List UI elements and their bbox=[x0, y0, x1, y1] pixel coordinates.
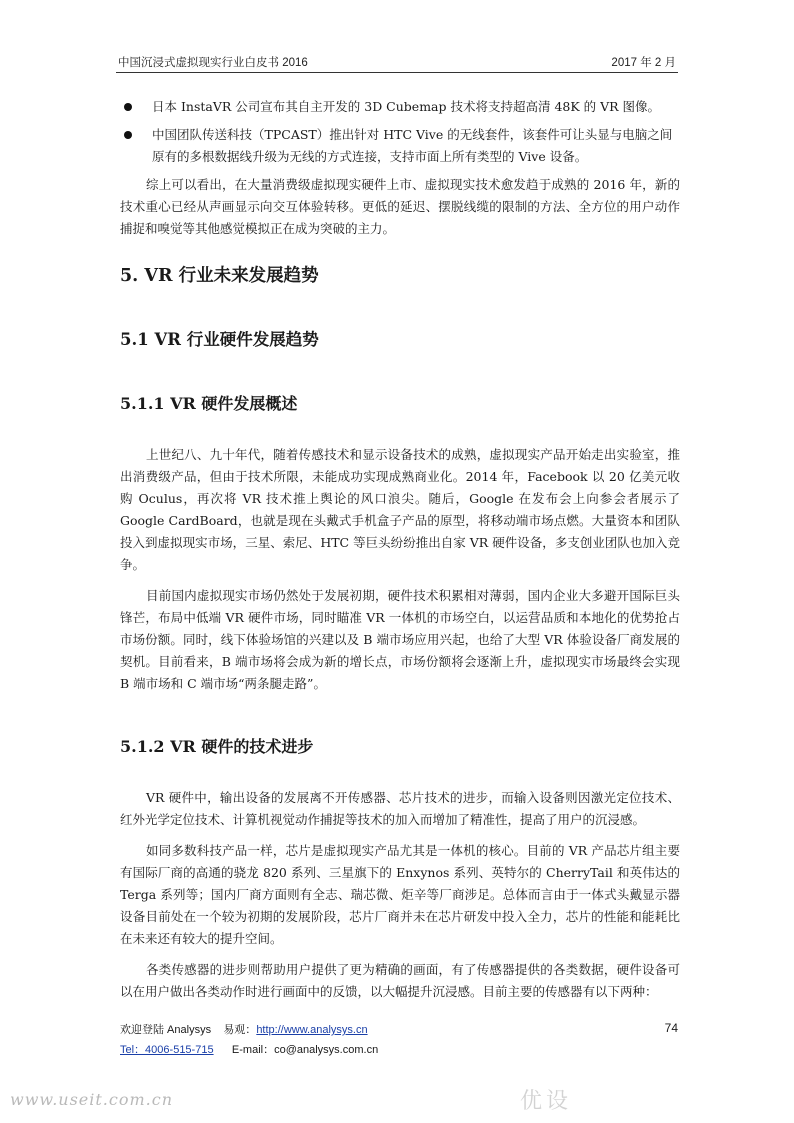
footer-tel-link[interactable]: Tel：4006-515-715 bbox=[120, 1044, 214, 1056]
section-heading-5-1-2: 5.1.2 VR 硬件的技术进步 bbox=[120, 737, 314, 756]
paragraph: 各类传感器的进步则帮助用户提供了更为精确的画面，有了传感器提供的各类数据，硬件设备可以在用户做出各类动作时进行画面中的反馈，以大幅提升沉浸感。目前主要的传感器有以下两种： bbox=[120, 962, 680, 999]
footer-welcome: 欢迎登陆 Analysys bbox=[120, 1024, 212, 1036]
paragraph: 目前国内虚拟现实市场仍然处于发展初期，硬件技术积累相对薄弱，国内企业大多避开国际巨头锋芒，布局中低端 VR 硬件市场，同时瞄准 VR 一体机的市场空白，以运营品质和本地化的优势抢占市场份额。同时，线下体验场馆的兴建以及 B 端市场应用兴起，也给了大型 VR 体验设备厂商发展的契机。目前看来，B 端市场将会成为新的增长点，市场份额将会逐渐上升，虚拟现实市场最终会实现 B 端市场和 C 端市场“两条腿走路”。 bbox=[120, 588, 680, 691]
summary-paragraph: 综上可以看出，在大量消费级虚拟现实硬件上市、虚拟现实技术愈发趋于成熟的 2016 年，新的技术重心已经从声画显示向交互体验转移。更低的延迟、摆脱线缆的限制的方法、全方位的用户动作捕捉和嗅觉等其他感觉模拟正在成为突破的主力。 bbox=[120, 177, 680, 236]
bullet-item bbox=[120, 96, 680, 118]
bullet-item bbox=[120, 124, 680, 168]
bullet-text: 中国团队传送科技（TPCAST）推出针对 HTC Vive 的无线套件，该套件可让头显与电脑之间原有的多根数据线升级为无线的方式连接，支持市面上所有类型的 Vive 设备。 bbox=[152, 127, 673, 164]
page-content bbox=[120, 96, 680, 1012]
paragraph: VR 硬件中，输出设备的发展离不开传感器、芯片技术的进步，而输入设备则因激光定位技术、红外光学定位技术、计算机视觉动作捕捉等技术的加入而增加了精准性，提高了用户的沉浸感。 bbox=[120, 790, 680, 827]
footer-contact-row bbox=[120, 1021, 368, 1037]
footer-email: E-mail：co@analysys.com.cn bbox=[231, 1044, 379, 1056]
bullet-text: 日本 InstaVR 公司宣布其自主开发的 3D Cubemap 技术将支持超高清 48K 的 VR 图像。 bbox=[152, 99, 661, 114]
page-header bbox=[116, 52, 678, 73]
paragraph: 上世纪八、九十年代，随着传感技术和显示设备技术的成熟，虚拟现实产品开始走出实验室，推出消费级产品，但由于技术所限，未能成功实现成熟商业化。2014 年，Facebook 以 20 亿美元收购 Oculus，再次将 VR 技术推上舆论的风口浪尖。随后，Google 在发布会上向参会者展示了 Google CardBoard，也就是现在头戴式手机盒子产品的原型，将移动端市场点燃。大量资本和团队投入到虚拟现实市场，三星、索尼、HTC 等巨头纷纷推出自家 VR 硬件设备，多支创业团队也加入竞争。 bbox=[120, 447, 680, 572]
watermark-url: www.useit.com.cn bbox=[10, 1090, 174, 1109]
section-heading-5: 5. VR 行业未来发展趋势 bbox=[120, 266, 319, 286]
footer-phone-row bbox=[120, 1041, 378, 1057]
header-title: 中国沉浸式虚拟现实行业白皮书 2016 bbox=[118, 57, 308, 69]
section-heading-5-1: 5.1 VR 行业硬件发展趋势 bbox=[120, 330, 319, 349]
header-date: 2017 年 2 月 bbox=[611, 57, 676, 69]
watermark-logo: 优设 bbox=[520, 1089, 573, 1114]
footer-yiguan-label: 易观： bbox=[223, 1024, 257, 1036]
paragraph: 如同多数科技产品一样，芯片是虚拟现实产品尤其是一体机的核心。目前的 VR 产品芯片组主要有国际厂商的高通的骁龙 820 系列、三星旗下的 Enxynos 系列、英特尔的 CherryTail 和英伟达的 Terga 系列等；国内厂商方面则有全志、瑞芯微、炬辛等厂商涉足。总体而言由于一体式头戴显示器设备目前处在一个较为初期的发展阶段，芯片厂商并未在芯片研发中投入全力，芯片的性能和能耗比在未来还有较大的提升空间。 bbox=[120, 843, 680, 946]
bullet-dot-icon bbox=[124, 131, 132, 139]
page-number: 74 bbox=[664, 1021, 678, 1035]
bullet-dot-icon bbox=[124, 103, 132, 111]
section-heading-5-1-1: 5.1.1 VR 硬件发展概述 bbox=[120, 394, 298, 413]
footer-website-link[interactable]: http://www.analysys.cn bbox=[256, 1024, 368, 1036]
